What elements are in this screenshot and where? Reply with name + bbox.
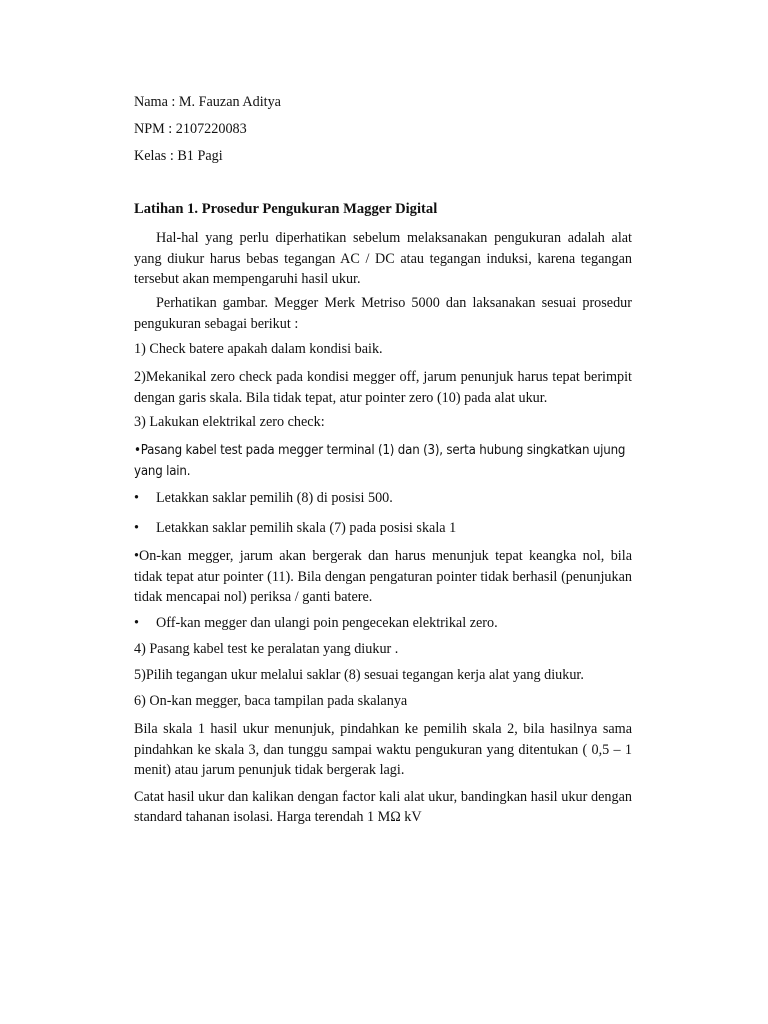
bullet-text: Letakkan saklar pemilih skala (7) pada posisi skala 1: [156, 520, 457, 536]
bullet-text: Letakkan saklar pemilih (8) di posisi 500.: [156, 490, 393, 506]
instruction-paragraph: Perhatikan gambar. Megger Merk Metriso 5000 dan laksanakan sesuai prosedur pengukuran sebagai berikut :: [134, 295, 632, 332]
student-name: Nama : M. Fauzan Aditya: [134, 94, 281, 110]
exercise-title: Latihan 1. Prosedur Pengukuran Magger Digital: [134, 201, 438, 217]
bullet-saklar-skala: [134, 520, 632, 537]
step-3: 3) Lakukan elektrikal zero check:: [134, 414, 325, 430]
closing-paragraph-1: Bila skala 1 hasil ukur menunjuk, pindahkan ke pemilih skala 2, bila hasilnya sama pindahkan ke skala 3, dan tunggu sampai waktu pengukuran yang ditentukan ( 0,5 – 1 menit) atau jarum penunjuk tidak bergerak lagi.: [134, 721, 632, 778]
student-npm: NPM : 2107220083: [134, 121, 247, 137]
bullet-text: Off-kan megger dan ulangi poin pengecekan elektrikal zero.: [156, 615, 498, 631]
step-1: 1) Check batere apakah dalam kondisi baik.: [134, 341, 383, 357]
step-2: 2)Mekanikal zero check pada kondisi megger off, jarum penunjuk harus tepat berimpit dengan garis skala. Bila tidak tepat, atur pointer zero (10) pada alat ukur.: [134, 369, 632, 406]
student-class: Kelas : B1 Pagi: [134, 148, 223, 164]
bullet-pasang-kabel: •Pasang kabel test pada megger terminal (1) dan (3), serta hubung singkatkan ujung yang lain.: [134, 443, 626, 479]
closing-paragraph-2: Catat hasil ukur dan kalikan dengan factor kali alat ukur, bandingkan hasil ukur dengan standard tahanan isolasi. Harga terendah 1 MΩ kV: [134, 789, 632, 825]
bullet-saklar-500: [134, 490, 632, 507]
bullet-off-kan: [134, 615, 632, 632]
bullet-on-kan: •On-kan megger, jarum akan bergerak dan harus menunjuk tepat keangka nol, bila tidak tepat atur pointer (11). Bila dengan pengaturan pointer tidak berhasil (penunjukan tidak mencapai nol) periksa / ganti batere.: [134, 548, 632, 605]
bullet-dot: •: [134, 490, 139, 506]
step-4: 4) Pasang kabel test ke peralatan yang diukur .: [134, 641, 399, 657]
bullet-dot: •: [134, 615, 139, 631]
bullet-dot: •: [134, 520, 139, 536]
step-6: 6) On-kan megger, baca tampilan pada skalanya: [134, 693, 408, 709]
step-5: 5)Pilih tegangan ukur melalui saklar (8) sesuai tegangan kerja alat yang diukur.: [134, 667, 584, 683]
intro-paragraph: Hal-hal yang perlu diperhatikan sebelum melaksanakan pengukuran adalah alat yang diukur harus bebas tegangan AC / DC atau tegangan induksi, karena tegangan tersebut akan mempengaruhi hasil ukur.: [134, 230, 632, 287]
